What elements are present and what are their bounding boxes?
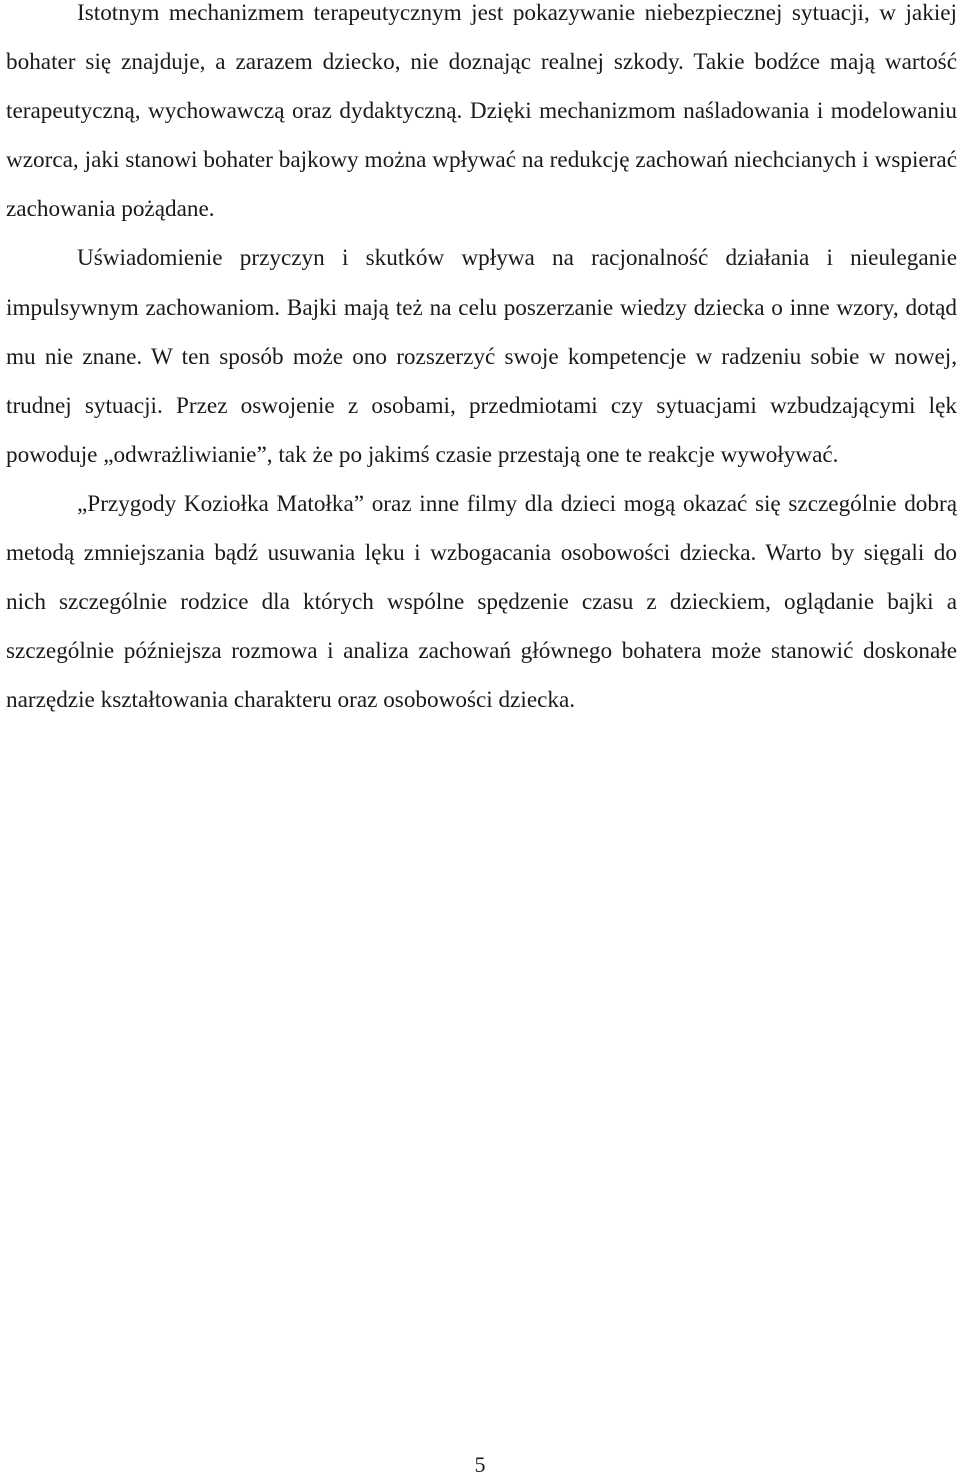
- document-page: [6, 0, 957, 725]
- page-number: 5: [474, 1452, 486, 1477]
- paragraph-causes-and-effects: Uświadomienie przyczyn i skutków wpływa na racjonalność działania i nieuleganie impulsywnym zachowaniom. Bajki mają też na celu poszerzanie wiedzy dziecka o inne wzory, dotąd mu nie znane. W ten sposób może ono rozszerzyć swoje kompetencje w radzeniu sobie w nowej, trudnej sytuacji. Przez oswojenie z osobami, przedmiotami czy sytuacjami wzbudzającymi lęk powoduje „odwrażliwianie”, tak że po jakimś czasie przestają one te reakcje wywoływać.: [6, 245, 957, 468]
- paragraph-kozio\u0142ek-mato\u0142ek: „Przygody Koziołka Matołka” oraz inne filmy dla dzieci mogą okazać się szczególnie dobrą metodą zmniejszania bądź usuwania lęku i wzbogacania osobowości dziecka. Warto by sięgali do nich szczególnie rodzice dla których wspólne spędzenie czasu z dzieckiem, oglądanie bajki a szczególnie późniejsza rozmowa i analiza zachowań głównego bohatera może stanowić doskonałe narzędzie kształtowania charakteru oraz osobowości dziecka.: [6, 490, 957, 714]
- paragraph-therapeutic-mechanism: Istotnym mechanizmem terapeutycznym jest pokazywanie niebezpiecznej sytuacji, w jakiej bohater się znajduje, a zarazem dziecko, nie doznając realnej szkody. Takie bodźce mają wartość terapeutyczną, wychowawczą oraz dydaktyczną. Dzięki mechanizmom naśladowania i modelowaniu wzorca, jaki stanowi bohater bajkowy można wpływać na redukcję zachowań niechcianych i wspierać zachowania pożądane.: [6, 0, 957, 223]
